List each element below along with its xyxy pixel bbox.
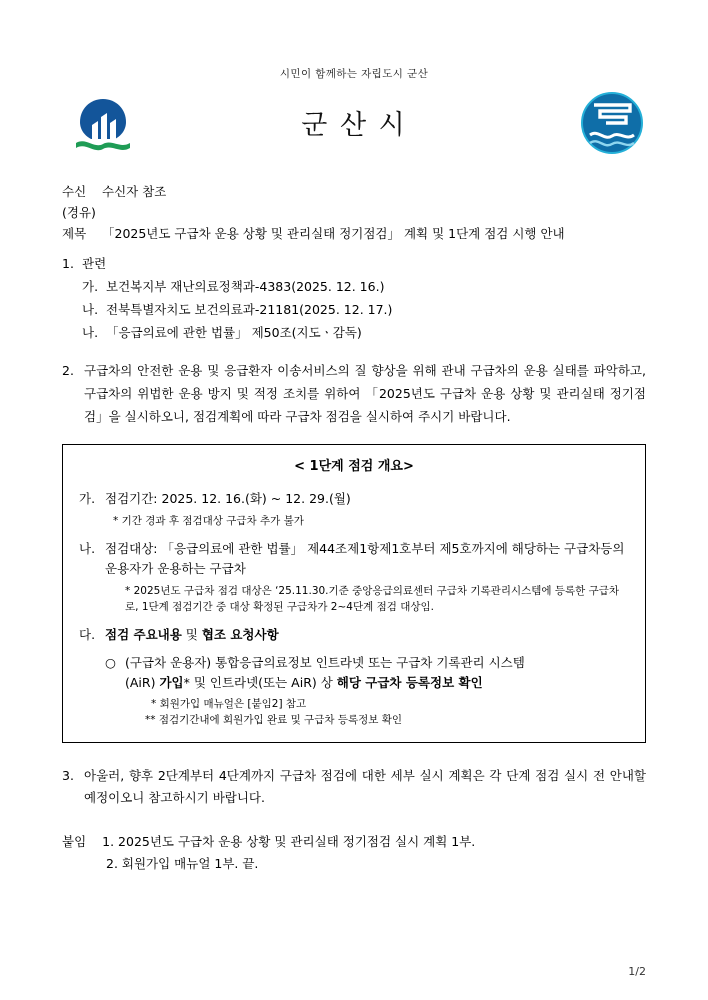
stage1-row-c-text (105, 625, 629, 645)
stage1-circle-line1: (구급차 운용자) 통합응급의료정보 인트라넷 또는 구급차 기록관리 시스템 (125, 655, 525, 670)
circle-line2-bold1: 가입 (159, 675, 184, 690)
subject-value: 「2025년도 구급차 운용 상황 및 관리실태 정기점검」 계획 및 1단계 점검 시행 안내 (102, 226, 565, 241)
stage1-note-1: * 회원가입 매뉴얼은 [붙임2] 참고 (151, 698, 307, 710)
section-1-item-3 (82, 323, 646, 343)
section-2-number: 2. (62, 363, 74, 378)
via-label: (경유) (62, 205, 96, 220)
stage1-row-c-bold1: 점검 주요내용 (105, 627, 182, 642)
circle-line2-mid: * 및 인트라넷(또는 AiR) 상 (183, 675, 337, 690)
circle-bullet-icon: ○ (105, 655, 116, 670)
section-1-item-2-marker: 나. (82, 302, 99, 317)
section-1-item-2-text: 전북특별자치도 보건의료과-21181(2025. 12. 17.) (106, 302, 393, 317)
document-meta (62, 181, 646, 244)
stage1-row-c-bold2: 협조 요청사항 (201, 627, 279, 642)
stage1-row-c-marker: 다. (79, 627, 96, 642)
page-title: 군 산 시 (301, 110, 407, 141)
stage1-row-a-note: * 기간 경과 후 점검대상 구급차 추가 불가 (113, 515, 304, 527)
gunsan-symbol-mark-icon (580, 91, 644, 155)
stage1-row-c (79, 625, 629, 645)
stage1-circle-item (105, 653, 629, 693)
section-3-number: 3. (62, 768, 74, 783)
city-slogan: 시민이 함께하는 자립도시 군산 (279, 68, 429, 80)
stage1-box-title: < 1단계 점검 개요> (294, 459, 414, 474)
section-1-item-3-text: 「응급의료에 관한 법률」 제50조(지도ㆍ감독) (106, 325, 362, 340)
recipient-row (62, 181, 646, 202)
stage1-row-b-text: 점검대상: 「응급의료에 관한 법률」 제44조제1항제1호부터 제5호까지에 해당하는 구급차등의 운용자가 운용하는 구급차 (105, 541, 625, 576)
attachment-line-1: 1. 2025년도 구급차 운용 상황 및 관리실태 정기점검 실시 계획 1부. (102, 834, 476, 849)
section-3 (62, 765, 646, 809)
stage1-row-a (79, 489, 629, 509)
stage1-row-b-note: * 2025년도 구급차 점검 대상은 ‘25.11.30.기준 중앙응급의료센터 구급차 기록관리시스템에 등록한 구급차로, 1단계 점검기간 중 대상 확정된 구급차가 2~4단계 점검 대상임. (125, 585, 620, 613)
stage1-note-2: ** 점검기간내에 회원가입 완료 및 구급차 등록정보 확인 (145, 714, 403, 726)
section-1-item-2 (82, 300, 646, 320)
section-1-number: 1. (62, 256, 74, 271)
attachment-block (62, 831, 646, 875)
stage1-row-b (79, 539, 629, 579)
stage1-overview-box (62, 444, 646, 743)
document-body (62, 254, 646, 875)
circle-line2-bold2: 해당 구급차 등록정보 확인 (336, 675, 483, 690)
page-number: 1/2 (628, 965, 646, 978)
section-2-text: 구급차의 안전한 운용 및 응급환자 이송서비스의 질 향상을 위해 관내 구급차의 운용 실태를 파악하고, 구급차의 위법한 운용 방지 및 적정 조치를 위하여 「2025년도 구급차 운용 상황 및 관리실태 정기점검」을 실시하오니, 점검계획에 따라 구급차 점검을 실시하여 주시기 바랍니다. (84, 363, 646, 424)
section-3-text: 아울러, 향후 2단계부터 4단계까지 구급차 점검에 대한 세부 실시 계획은 각 단계 점검 실시 전 안내할 예정이오니 참고하시기 바랍니다. (84, 768, 646, 805)
subject-label: 제목 (62, 226, 87, 241)
attachment-line-2: 2. 회원가입 매뉴얼 1부. 끝. (106, 856, 259, 871)
section-1-item-1-text: 보건복지부 재난의료정책과-4383(2025. 12. 16.) (106, 279, 385, 294)
gunsan-city-emblem-icon (72, 95, 134, 153)
section-1-item-1-marker: 가. (82, 279, 99, 294)
stage1-row-a-text: 점검기간: 2025. 12. 16.(화) ~ 12. 29.(월) (105, 491, 351, 506)
recipient-value: 수신자 참조 (102, 184, 167, 199)
stage1-circle-line2 (125, 673, 629, 693)
section-1 (62, 254, 646, 274)
section-2 (62, 359, 646, 428)
attachment-label: 붙임 (62, 834, 87, 849)
stage1-row-a-marker: 가. (79, 491, 96, 506)
subject-row (62, 223, 646, 244)
section-1-item-3-marker: 나. (82, 325, 99, 340)
stage1-row-c-mid: 및 (181, 627, 202, 642)
recipient-label: 수신 (62, 184, 87, 199)
circle-line2-pre: (AiR) (125, 675, 160, 690)
section-1-item-1 (82, 277, 646, 297)
via-row (62, 202, 646, 223)
stage1-row-b-marker: 나. (79, 541, 96, 556)
title-row (62, 89, 646, 163)
section-1-title: 관련 (82, 256, 107, 271)
